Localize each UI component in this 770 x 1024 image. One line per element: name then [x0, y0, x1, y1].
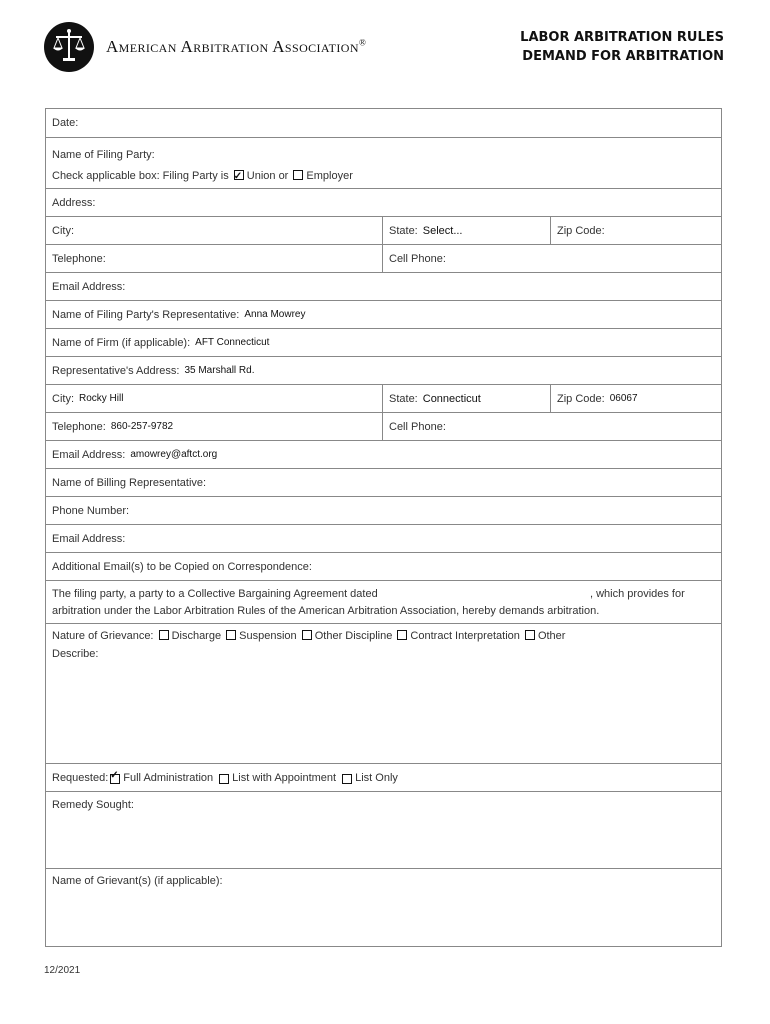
rep-email-row	[46, 441, 721, 469]
describe-field[interactable]	[52, 645, 715, 663]
contract-interpretation-checkbox[interactable]	[397, 630, 407, 640]
full-administration-label: Full Administration	[123, 771, 214, 784]
cba-line-1	[52, 586, 715, 603]
list-with-appointment-checkbox[interactable]	[219, 774, 229, 784]
filing-party-field[interactable]	[52, 145, 715, 166]
title-line-2: DEMAND FOR ARBITRATION	[522, 49, 724, 64]
rep-city-value: Rocky Hill	[79, 393, 124, 404]
address-label: Address:	[52, 196, 96, 209]
additional-emails-field[interactable]	[46, 553, 721, 580]
aaa-logo	[44, 22, 94, 72]
requested-label: Requested:	[52, 771, 109, 784]
rep-city-label: City:	[52, 392, 74, 405]
document-title	[520, 28, 724, 66]
cell-phone-label: Cell Phone:	[389, 252, 446, 265]
remedy-label: Remedy Sought:	[52, 799, 134, 811]
rep-telephone-value: 860-257-9782	[110, 421, 174, 432]
rep-state-value: Connecticut	[422, 392, 481, 405]
organization-name: American Arbitration Association®	[106, 37, 367, 56]
rep-cell-phone-label: Cell Phone:	[389, 420, 446, 433]
rep-name-label: Name of Filing Party's Representative:	[52, 308, 240, 321]
billing-rep-row	[46, 469, 721, 497]
rep-email-field[interactable]	[46, 441, 721, 468]
phone-number-label: Phone Number:	[52, 504, 130, 517]
check-label: Check applicable box: Filing Party is	[52, 170, 229, 182]
date-label: Date:	[52, 117, 79, 129]
billing-rep-label: Name of Billing Representative:	[52, 476, 207, 489]
rep-telephone-row	[46, 413, 721, 441]
other-label: Other	[537, 630, 566, 642]
revision-date: 12/2021	[44, 965, 81, 976]
email-field[interactable]	[46, 273, 721, 300]
requested-row	[46, 764, 721, 792]
requested-options	[46, 764, 721, 791]
additional-emails-label: Additional Email(s) to be Copied on Correspondence:	[52, 560, 312, 573]
cba-text-2: , which provides for	[590, 588, 685, 600]
rep-state-label: State:	[389, 392, 418, 405]
zip-label: Zip Code:	[557, 224, 605, 237]
contract-interpretation-label: Contract Interpretation	[410, 630, 520, 642]
employer-checkbox[interactable]	[293, 170, 303, 180]
city-label: City:	[52, 224, 74, 237]
rep-address-label: Representative's Address:	[52, 364, 180, 377]
filing-party-type	[52, 166, 715, 187]
cba-row	[46, 581, 721, 624]
billing-email-field[interactable]	[46, 525, 721, 552]
grievants-row	[46, 869, 721, 946]
union-label: Union or	[246, 170, 289, 182]
filing-party-row	[46, 138, 721, 189]
rep-name-row	[46, 301, 721, 329]
rep-zip-field[interactable]	[550, 385, 721, 412]
rep-address-value: 35 Marshall Rd.	[184, 365, 255, 376]
nature-row	[46, 624, 721, 764]
list-with-appointment-label: List with Appointment	[232, 771, 337, 784]
state-select[interactable]	[382, 217, 550, 244]
rep-city-field[interactable]	[46, 385, 382, 412]
scales-icon	[44, 22, 94, 72]
union-checkbox[interactable]	[234, 170, 244, 180]
discharge-checkbox[interactable]	[159, 630, 169, 640]
grievants-label: Name of Grievant(s) (if applicable):	[52, 875, 223, 887]
remedy-row	[46, 792, 721, 869]
suspension-checkbox[interactable]	[226, 630, 236, 640]
title-line-1: LABOR ARBITRATION RULES	[520, 30, 724, 45]
rep-name-field[interactable]	[46, 301, 721, 328]
city-state-zip-row	[46, 217, 721, 245]
rep-zip-value: 06067	[609, 393, 638, 404]
full-administration-checkbox[interactable]	[110, 774, 120, 784]
city-field[interactable]	[46, 217, 382, 244]
telephone-field[interactable]	[46, 245, 382, 272]
rep-address-field[interactable]	[46, 357, 721, 384]
firm-row	[46, 329, 721, 357]
describe-label: Describe:	[52, 648, 99, 660]
rep-address-row	[46, 357, 721, 385]
firm-field[interactable]	[46, 329, 721, 356]
rep-telephone-label: Telephone:	[52, 420, 106, 433]
state-label: State:	[389, 224, 418, 237]
list-only-label: List Only	[355, 771, 398, 784]
email-row	[46, 273, 721, 301]
date-row	[46, 109, 721, 138]
rep-cell-phone-field[interactable]	[382, 413, 721, 440]
billing-rep-field[interactable]	[46, 469, 721, 496]
rep-city-state-zip-row	[46, 385, 721, 413]
firm-value: AFT Connecticut	[195, 337, 270, 348]
suspension-label: Suspension	[239, 630, 297, 642]
address-field[interactable]	[46, 189, 721, 216]
rep-email-label: Email Address:	[52, 448, 126, 461]
discharge-label: Discharge	[171, 630, 222, 642]
other-discipline-label: Other Discipline	[314, 630, 393, 642]
cba-text-1: The filing party, a party to a Collective Bargaining Agreement dated	[52, 588, 378, 600]
rep-zip-label: Zip Code:	[557, 392, 605, 405]
nature-label: Nature of Grievance:	[52, 630, 154, 642]
firm-label: Name of Firm (if applicable):	[52, 336, 191, 349]
billing-email-row	[46, 525, 721, 553]
cell-phone-field[interactable]	[382, 245, 721, 272]
other-checkbox[interactable]	[525, 630, 535, 640]
address-row	[46, 189, 721, 217]
list-only-checkbox[interactable]	[342, 774, 352, 784]
rep-state-select[interactable]	[382, 385, 550, 412]
cba-text-3: arbitration under the Labor Arbitration Rules of the American Arbitration Association, hereby demands arbitration.	[52, 605, 600, 617]
additional-emails-row	[46, 553, 721, 581]
zip-field[interactable]	[550, 217, 721, 244]
telephone-row	[46, 245, 721, 273]
billing-email-label: Email Address:	[52, 532, 126, 545]
phone-number-row	[46, 497, 721, 525]
date-field[interactable]	[46, 109, 721, 137]
rep-email-value: amowrey@aftct.org	[130, 449, 218, 460]
grievance-options	[52, 627, 715, 645]
phone-number-field[interactable]	[46, 497, 721, 524]
demand-form	[45, 108, 722, 947]
employer-label: Employer	[306, 170, 353, 182]
telephone-label: Telephone:	[52, 252, 106, 265]
rep-telephone-field[interactable]	[46, 413, 382, 440]
rep-name-value: Anna Mowrey	[244, 309, 306, 320]
filing-party-label: Name of Filing Party:	[52, 149, 155, 161]
email-label: Email Address:	[52, 280, 126, 293]
grievants-field[interactable]	[46, 869, 721, 890]
other-discipline-checkbox[interactable]	[302, 630, 312, 640]
state-value: Select...	[422, 224, 463, 237]
remedy-field[interactable]	[46, 792, 721, 814]
